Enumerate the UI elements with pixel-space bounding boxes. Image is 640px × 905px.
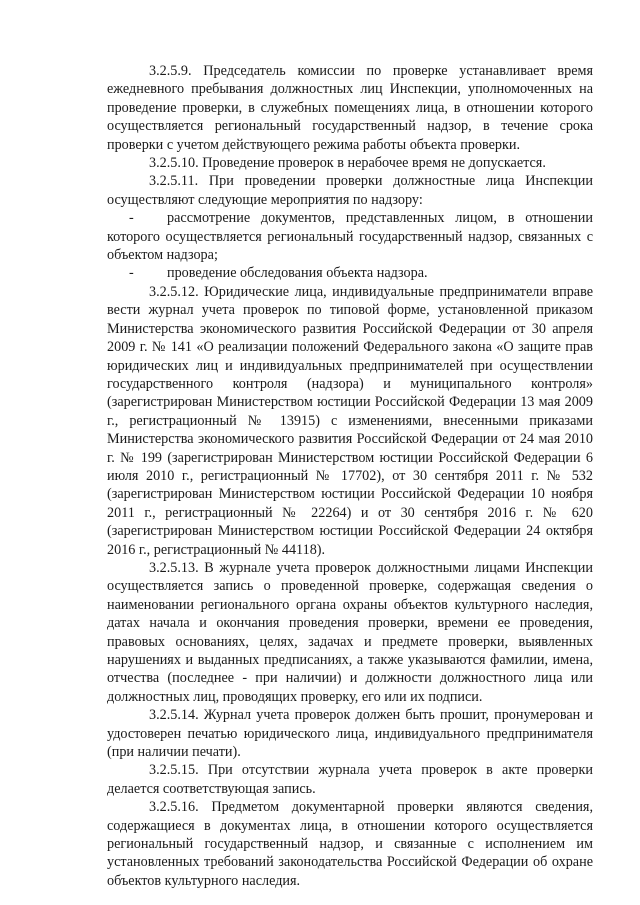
paragraph-3-2-5-12: 3.2.5.12. Юридические лица, индивидуальные предприниматели вправе вести журнал учета проверок по типовой форме, установленной приказом Министерства экономического развития Российской Федерации от 30 апреля 2009 г. № 141 «О реализации положений Федерального закона «О защите прав юридических лиц и индивидуальных предпринимателей при осуществлении государственного контроля (надзора) и муниципального контроля» (зарегистрирован Министерством юстиции Российской Федерации 13 мая 2009 г., регистрационный № 13915) с изменениями, внесенными приказами Министерства экономического развития Российской Федерации от 24 мая 2010 г. № 199 (зарегистрирован Министерством юстиции Российской Федерации 6 июля 2010 г., регистрационный № 17702), от 30 сентября 2011 г. № 532 (зарегистрирован Министерством юстиции Российской Федерации 10 ноября 2011 г., регистрационный № 22264) и от 30 сентября 2016 г. № 620 (зарегистрирован Министерством юстиции Российской Федерации 24 октября 2016 г., регистрационный № 44118). xyxy=(107,283,593,558)
paragraph-3-2-5-14: 3.2.5.14. Журнал учета проверок должен быть прошит, пронумерован и удостоверен печатью юридического лица, индивидуального предпринимателя (при наличии печати). xyxy=(107,707,593,761)
bullet-item-site-inspection xyxy=(107,264,593,282)
document-page xyxy=(107,62,593,890)
bullet-text: проведение обследования объекта надзора. xyxy=(167,265,428,282)
paragraph-3-2-5-9: 3.2.5.9. Председатель комиссии по проверке устанавливает время ежедневного пребывания должностных лиц Инспекции, уполномоченных на проведение проверки, в служебных помещениях лица, в отношении которого осуществляется региональный государственный надзор, в течение срока проверки с учетом действующего режима работы объекта проверки. xyxy=(107,63,593,153)
bullet-item-documents-review xyxy=(107,209,593,264)
paragraph-3-2-5-11: 3.2.5.11. При проведении проверки должностные лица Инспекции осуществляют следующие мероприятия по надзору: xyxy=(107,173,593,208)
paragraph-3-2-5-10: 3.2.5.10. Проведение проверок в нерабочее время не допускается. xyxy=(149,155,546,172)
bullet-dash: - xyxy=(129,210,134,227)
paragraph-3-2-5-13: 3.2.5.13. В журнале учета проверок должностными лицами Инспекции осуществляется запись о проведенной проверке, содержащая сведения о наименовании регионального органа охраны объектов культурного наследия, датах начала и окончания проведения проверки, времени ее проведения, правовых основаниях, целях, задачах и предмете проверки, выявленных нарушениях и выданных предписаниях, а также указываются фамилии, имена, отчества (последнее - при наличии) и должности должностного лица или должностных лиц, проводящих проверку, его или их подписи. xyxy=(107,559,593,705)
bullet-dash: - xyxy=(129,265,134,282)
paragraph-3-2-5-15: 3.2.5.15. При отсутствии журнала учета проверок в акте проверки делается соответствующая запись. xyxy=(107,762,593,797)
paragraph-3-2-5-16: 3.2.5.16. Предметом документарной проверки являются сведения, содержащиеся в документах лица, в отношении которого осуществляется региональный государственный надзор, и связанные с исполнением им установленных требований законодательства Российской Федерации об охране объектов культурного наследия. xyxy=(107,799,593,889)
bullet-text: рассмотрение документов, представленных лицом, в отношении которого осуществляется региональный государственный надзор, связанных с объектом надзора; xyxy=(107,210,593,264)
